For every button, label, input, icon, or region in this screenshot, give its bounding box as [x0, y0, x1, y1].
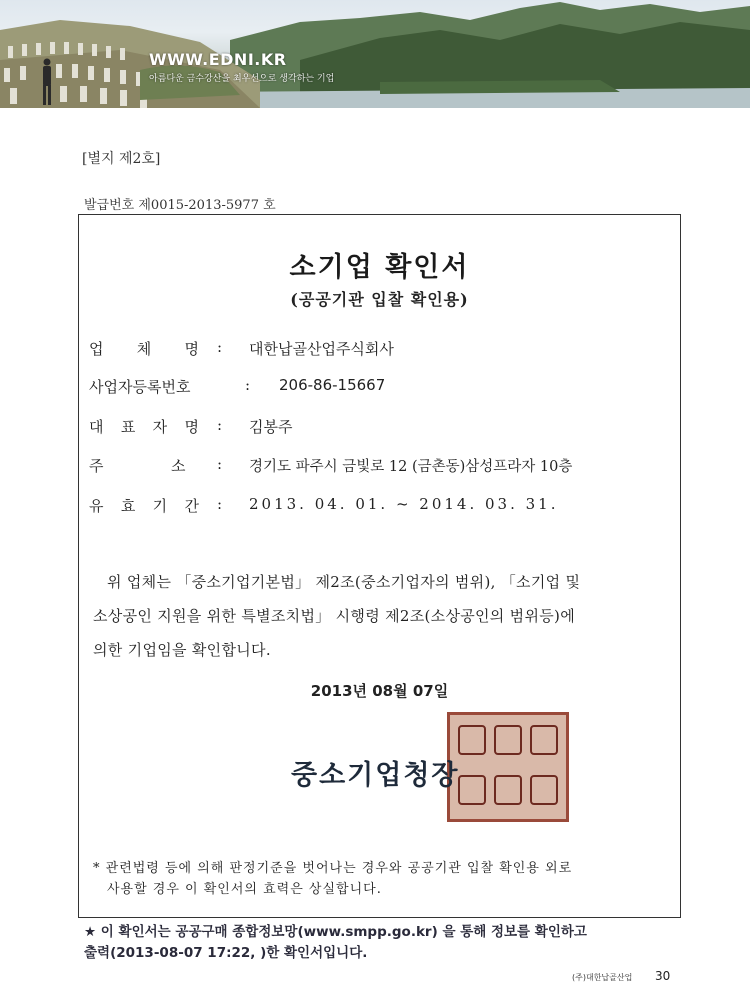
header-banner	[0, 0, 750, 108]
issue-date: 2013년 08월 07일	[310, 682, 449, 700]
validity-footnote	[93, 858, 673, 900]
representative-label: 대 표 자 명	[89, 418, 199, 436]
colon: :	[217, 455, 223, 473]
landscape-image	[0, 0, 750, 108]
notice-line: ★ 이 확인서는 공공구매 종합정보망(www.smpp.go.kr) 을 통해 정보를 확인하고	[84, 924, 587, 940]
confirmation-line: 의한 기업임을 확인합니다.	[93, 641, 271, 659]
confirmation-text	[93, 565, 673, 667]
confirmation-line: 소상공인 지원을 위한 특별조치법」 시행령 제2조(소상공인의 범위등)에	[93, 607, 575, 625]
validity-value: 2013. 04. 01. ~ 2014. 03. 31.	[249, 495, 559, 513]
colon: :	[217, 416, 223, 434]
certificate-subtitle: (공공기관 입찰 확인용)	[290, 290, 469, 309]
issuer-name: 중소기업청장	[291, 760, 460, 791]
certificate-title: 소기업 확인서	[289, 252, 470, 283]
registration-value: 206-86-15667	[279, 376, 386, 394]
page-number: 30	[655, 969, 671, 983]
official-seal-stamp	[447, 712, 569, 822]
site-url: WWW.EDNI.KR	[149, 50, 287, 69]
issue-number: 발급번호 제0015-2013-5977 호	[84, 198, 276, 213]
colon: :	[217, 495, 223, 513]
confirmation-line: 위 업체는 「중소기업기본법」 제2조(중소기업자의 범위), 「소기업 및	[107, 573, 581, 591]
company-label: 업 체 명	[89, 340, 199, 358]
company-value: 대한납골산업주식회사	[249, 340, 394, 358]
address-value: 경기도 파주시 금빛로 12 (금촌동)삼성프라자 10층	[249, 459, 573, 475]
notice-line: 출력(2013-08-07 17:22, )한 확인서입니다.	[84, 945, 368, 961]
colon: :	[245, 376, 251, 394]
footnote-line: * 관련법령 등에 의해 판정기준을 벗어나는 경우와 공공기관 입찰 확인용 외로	[93, 861, 573, 876]
footnote-line: 사용할 경우 이 확인서의 효력은 상실합니다.	[107, 882, 382, 897]
representative-value: 김봉주	[249, 418, 293, 436]
registration-label: 사업자등록번호	[89, 378, 191, 396]
validity-label: 유 효 기 간	[89, 497, 199, 515]
verification-notice	[84, 922, 587, 964]
colon: :	[217, 338, 223, 356]
certificate-box: 소기업 확인서 (공공기관 입찰 확인용) 업 체 명 : 대한납골산업주식회사 사업자등록번호 : 206-86-15667 대 표 자 명 : 김봉주 주 소 : 경기도 파주시 금빛로 12 (금촌동)삼성프라자 10층 유 효 기 간 : 2013. 04. 01. ~ 2014. 03. 31. 위 업체는 「중소기업기본법」 제2조(중소기업자의 범위), 「소기업 및 소상공인 지원을 위한 특별조치법」 시행령 제2조(소상공인의 범위등)에 의한 기업임을 확인합니다. 2013년 08월 07일 중소기업청장 * 관련법령 등에 의해 판정기준을 벗어나는 경우와 공공기관 입찰 확인용 외로 사용할 경우 이 확인서의 효력은 상실합니다.	[78, 214, 681, 918]
company-tagline: 아름다운 금수강산을 최우선으로 생각하는 기업	[149, 74, 335, 84]
footer-company: (주)대한납골산업	[572, 973, 633, 982]
annex-label: [별지 제2호]	[82, 151, 161, 167]
